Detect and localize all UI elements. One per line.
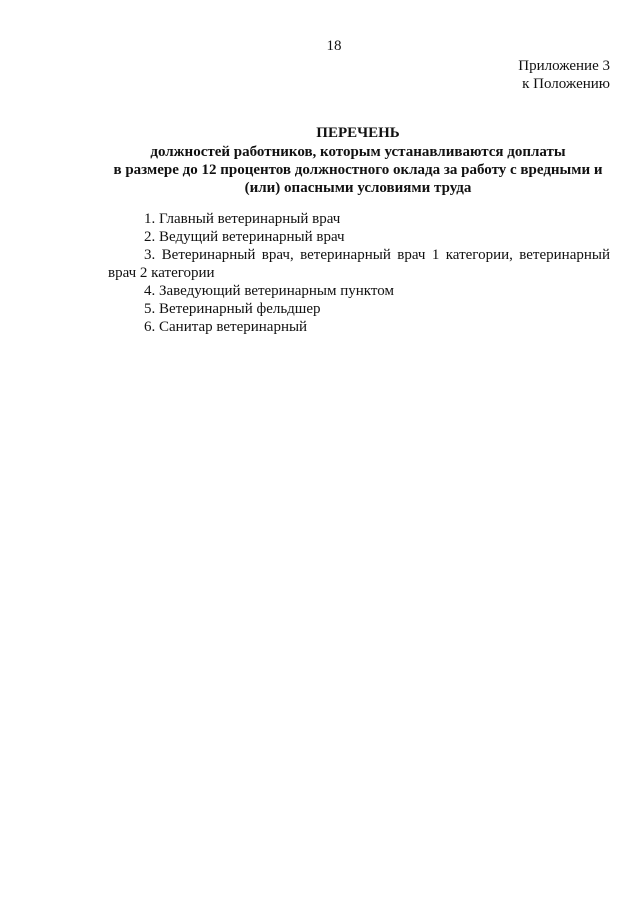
positions-list bbox=[108, 210, 610, 336]
appendix-reference bbox=[518, 57, 610, 93]
list-item: 1. Главный ветеринарный врач bbox=[144, 211, 341, 227]
page-number: 18 bbox=[326, 38, 342, 54]
list-item: 2. Ведущий ветеринарный врач bbox=[144, 229, 345, 245]
document-title bbox=[100, 124, 616, 197]
list-item: 3. Ветеринарный врач, ветеринарный врач 1 категории, ветеринарный врач 2 категории bbox=[108, 247, 610, 281]
list-item: 4. Заведующий ветеринарным пунктом bbox=[144, 283, 394, 299]
list-item: 6. Санитар ветеринарный bbox=[144, 319, 308, 335]
title-heading: ПЕРЕЧЕНЬ bbox=[316, 125, 400, 141]
appendix-line-1: Приложение 3 bbox=[518, 58, 610, 74]
list-item: 5. Ветеринарный фельдшер bbox=[144, 301, 321, 317]
title-line-2: в размере до 12 процентов должностного оклада за работу с вредными и bbox=[113, 162, 603, 178]
title-line-1: должностей работников, которым устанавливаются доплаты bbox=[150, 144, 566, 160]
title-line-3: (или) опасными условиями труда bbox=[244, 180, 472, 196]
appendix-line-2: к Положению bbox=[522, 76, 610, 92]
